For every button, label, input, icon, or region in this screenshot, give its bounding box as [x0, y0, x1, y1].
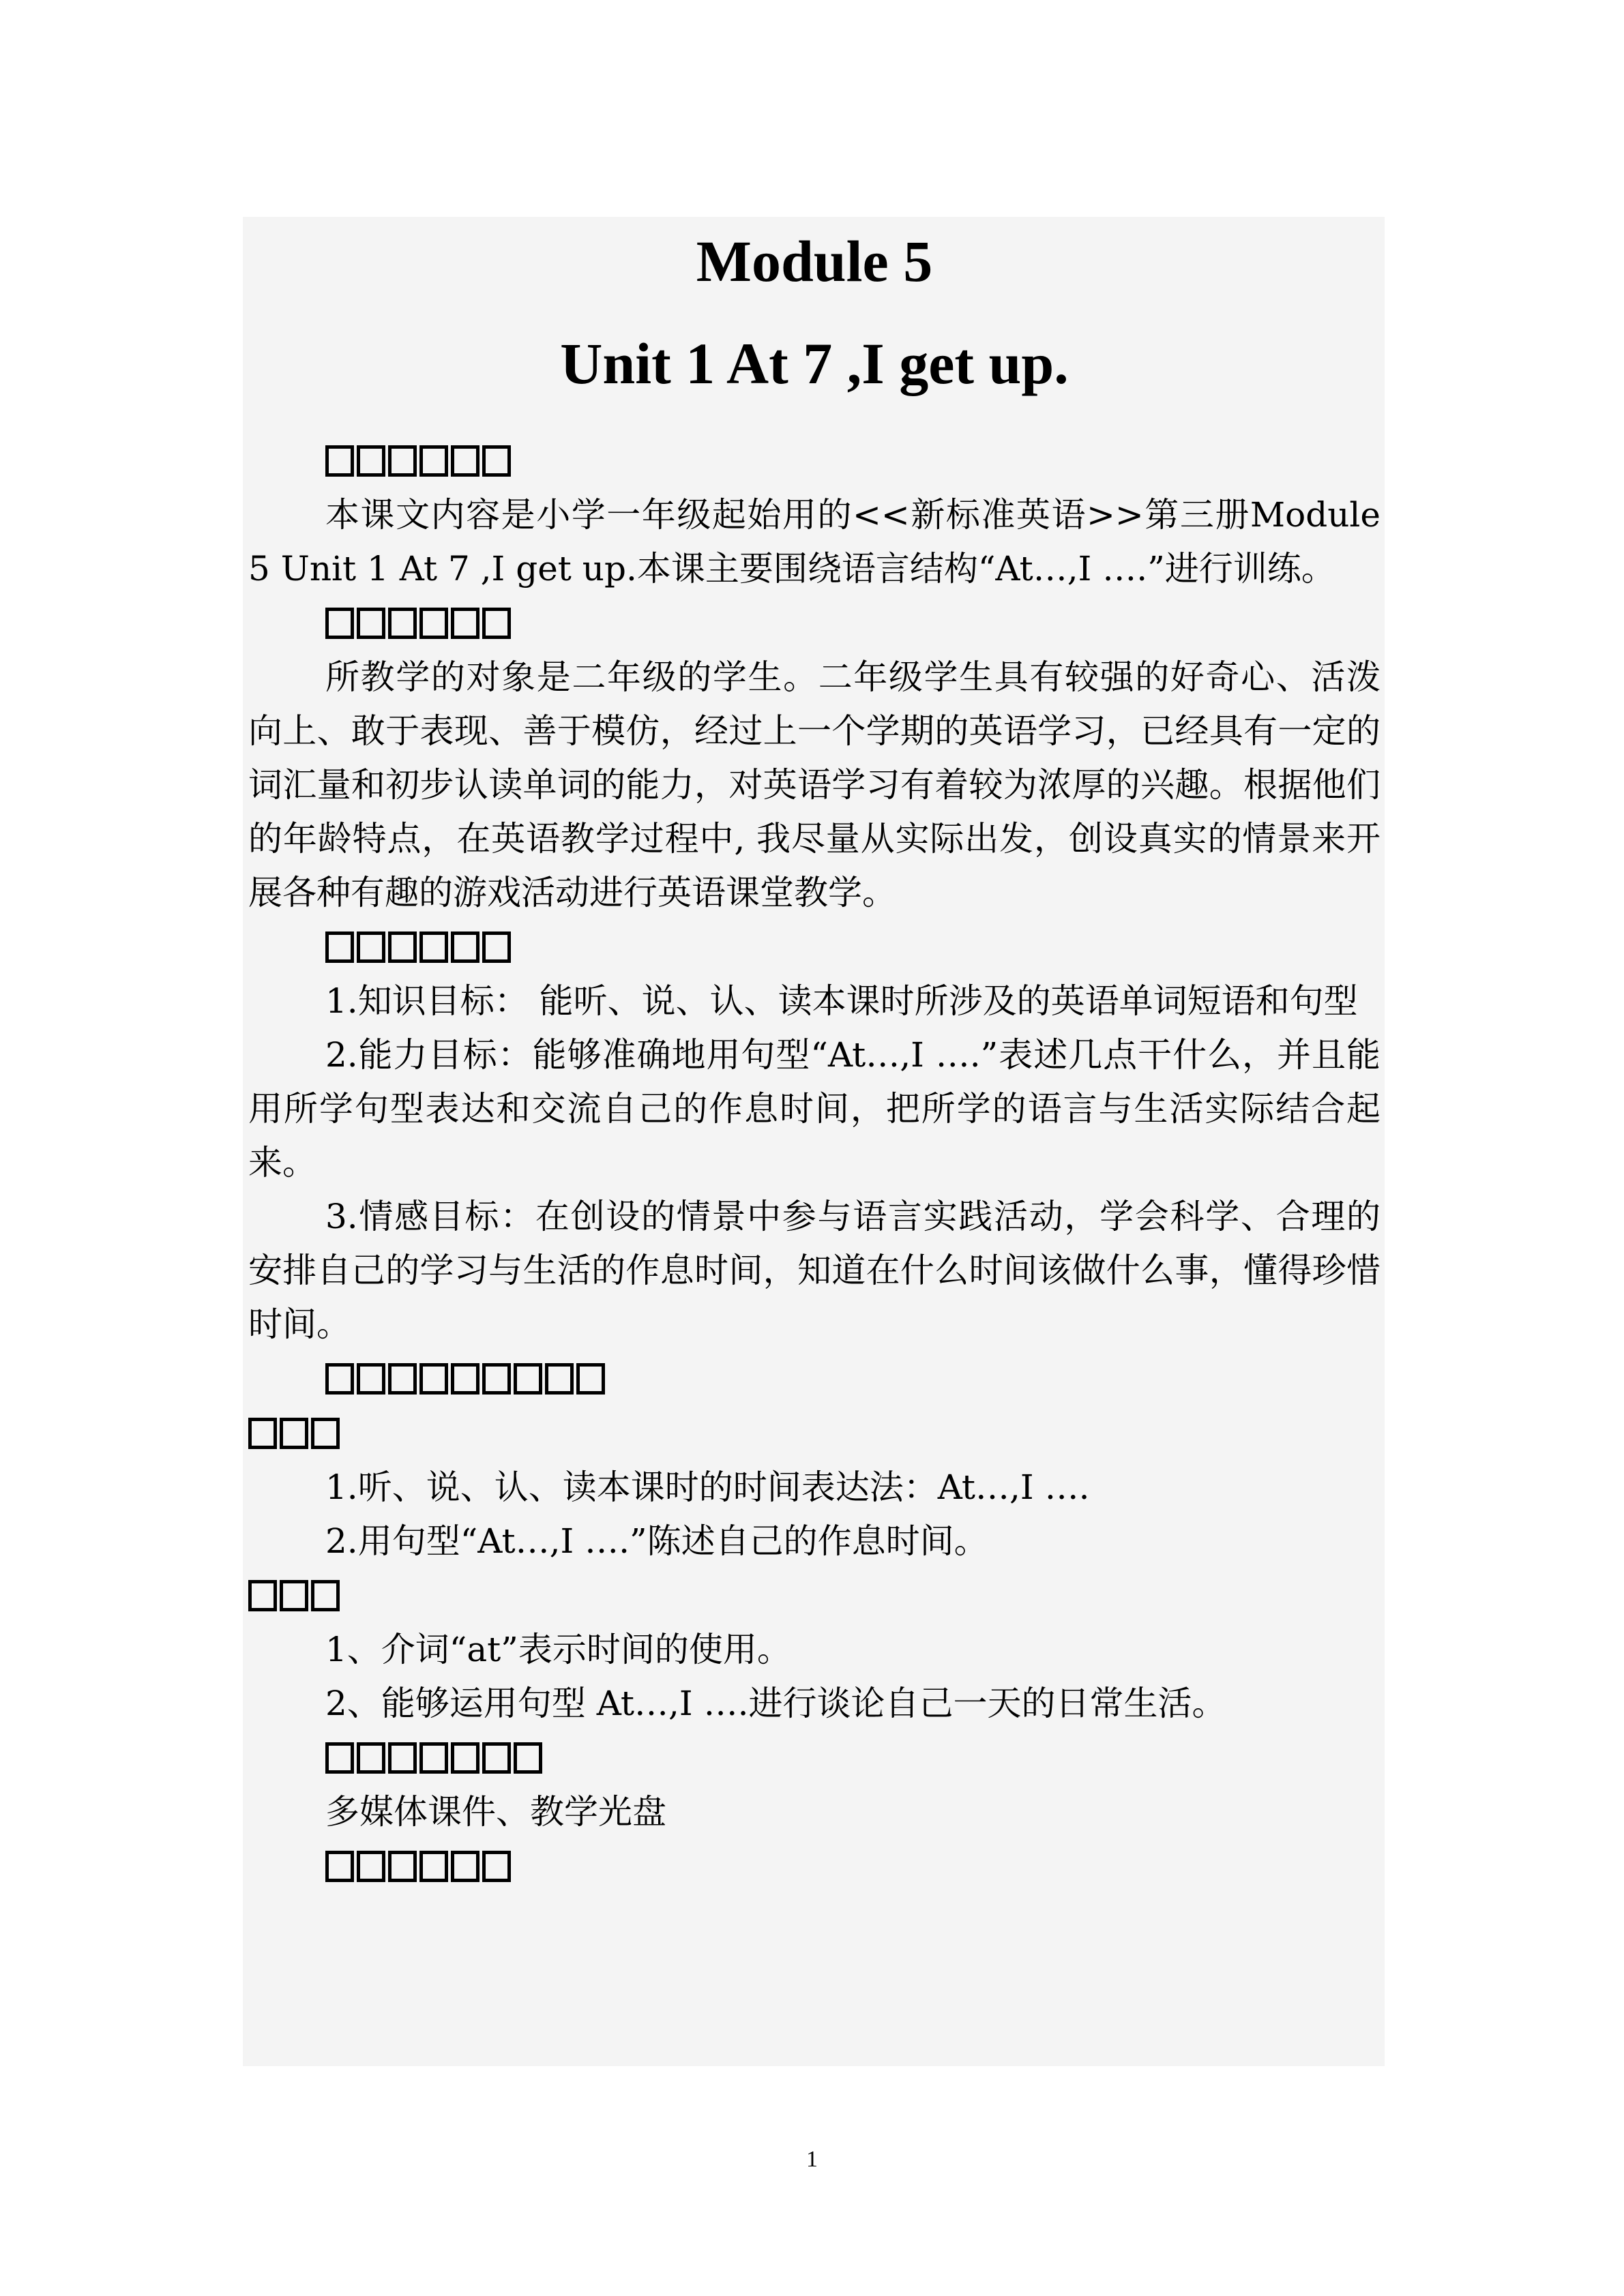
document-subtitle: Unit 1 At 7 ,I get up.	[560, 331, 1069, 396]
missing-glyph-box	[451, 1363, 479, 1395]
section	[248, 920, 1381, 1352]
section-heading	[248, 1568, 1381, 1623]
section-heading	[248, 1352, 1381, 1406]
missing-glyph-box	[357, 931, 385, 963]
missing-glyph-box	[576, 1363, 605, 1395]
page-number: 1	[806, 2147, 818, 2172]
missing-glyph-box	[311, 1580, 340, 1611]
paragraph: 1.听、说、认、读本课时的时间表达法：At…,I ….	[325, 1467, 1090, 1507]
missing-glyph-box	[248, 1418, 277, 1449]
missing-glyph-box	[482, 608, 511, 639]
missing-glyph-box	[482, 1363, 511, 1395]
missing-glyph-box	[325, 445, 354, 477]
missing-glyph-box	[357, 445, 385, 477]
missing-glyph-box	[325, 608, 354, 639]
missing-glyph-boxes	[325, 608, 511, 639]
missing-glyph-box	[482, 1851, 511, 1882]
section	[248, 596, 1381, 920]
paragraph: 多媒体课件、教学光盘	[325, 1792, 666, 1832]
missing-glyph-box	[357, 1742, 385, 1774]
missing-glyph-box	[388, 931, 417, 963]
missing-glyph-box	[388, 608, 417, 639]
missing-glyph-box	[357, 1363, 385, 1395]
missing-glyph-box	[325, 931, 354, 963]
missing-glyph-boxes	[325, 931, 511, 963]
paragraph: 本课文内容是小学一年级起始用的<<新标准英语>>第三册Module 5 Unit 1 At 7 ,I get up.本课主要围绕语言结构“At…,I ….”进行训练。	[248, 495, 1381, 588]
section	[248, 1406, 1381, 1568]
missing-glyph-box	[280, 1418, 308, 1449]
document-body	[248, 217, 1381, 1894]
sections	[248, 434, 1381, 1894]
paragraph: 1.知识目标： 能听、说、认、读本课时所涉及的英语单词短语和句型	[325, 981, 1358, 1021]
missing-glyph-box	[514, 1363, 542, 1395]
missing-glyph-box	[388, 1742, 417, 1774]
missing-glyph-boxes	[325, 445, 511, 477]
missing-glyph-box	[482, 445, 511, 477]
missing-glyph-box	[388, 445, 417, 477]
section-heading	[248, 920, 1381, 974]
missing-glyph-box	[545, 1363, 574, 1395]
section	[248, 1731, 1381, 1839]
missing-glyph-boxes	[248, 1418, 340, 1449]
paragraph: 2.能力目标：能够准确地用句型“At…,I ….”表述几点干什么，并且能用所学句型表达和交流自己的作息时间，把所学的语言与生活实际结合起来。	[248, 1035, 1381, 1182]
section-heading	[248, 1731, 1381, 1785]
paragraph: 3.情感目标：在创设的情景中参与语言实践活动，学会科学、合理的安排自己的学习与生活的作息时间，知道在什么时间该做什么事，懂得珍惜时间。	[248, 1197, 1381, 1344]
missing-glyph-box	[325, 1363, 354, 1395]
missing-glyph-box	[451, 445, 479, 477]
missing-glyph-box	[482, 931, 511, 963]
missing-glyph-box	[388, 1851, 417, 1882]
missing-glyph-box	[451, 1742, 479, 1774]
paragraph: 1、介词“at”表示时间的使用。	[325, 1630, 791, 1669]
section	[248, 1839, 1381, 1894]
paragraph: 2.用句型“At…,I ….”陈述自己的作息时间。	[325, 1521, 988, 1561]
missing-glyph-box	[311, 1418, 340, 1449]
section	[248, 1568, 1381, 1731]
missing-glyph-box	[419, 1363, 448, 1395]
section-heading	[248, 1406, 1381, 1461]
missing-glyph-box	[419, 1851, 448, 1882]
missing-glyph-boxes	[325, 1851, 511, 1882]
missing-glyph-box	[325, 1851, 354, 1882]
section	[248, 1352, 1381, 1406]
missing-glyph-box	[482, 1742, 511, 1774]
missing-glyph-box	[357, 1851, 385, 1882]
missing-glyph-boxes	[325, 1363, 605, 1395]
section-heading	[248, 434, 1381, 488]
missing-glyph-box	[514, 1742, 542, 1774]
missing-glyph-box	[357, 608, 385, 639]
missing-glyph-boxes	[325, 1742, 542, 1774]
section-heading	[248, 596, 1381, 651]
section	[248, 434, 1381, 596]
section-heading	[248, 1839, 1381, 1894]
missing-glyph-box	[325, 1742, 354, 1774]
missing-glyph-box	[280, 1580, 308, 1611]
missing-glyph-box	[419, 608, 448, 639]
missing-glyph-box	[451, 931, 479, 963]
missing-glyph-box	[388, 1363, 417, 1395]
missing-glyph-box	[419, 1742, 448, 1774]
paragraph: 2、能够运用句型 At…,I ….进行谈论自己一天的日常生活。	[325, 1684, 1226, 1723]
document-title: Module 5	[696, 228, 933, 294]
missing-glyph-box	[451, 1851, 479, 1882]
missing-glyph-box	[419, 445, 448, 477]
paragraph: 所教学的对象是二年级的学生。二年级学生具有较强的好奇心、活泼向上、敢于表现、善于模仿，经过上一个学期的英语学习，已经具有一定的词汇量和初步认读单词的能力，对英语学习有着较为浓厚的兴趣。根据他们的年龄特点，在英语教学过程中, 我尽量从实际出发，创设真实的情景来开展各种有趣的游戏活动进行英语课堂教学。	[248, 657, 1381, 912]
missing-glyph-boxes	[248, 1580, 340, 1611]
missing-glyph-box	[248, 1580, 277, 1611]
missing-glyph-box	[419, 931, 448, 963]
missing-glyph-box	[451, 608, 479, 639]
